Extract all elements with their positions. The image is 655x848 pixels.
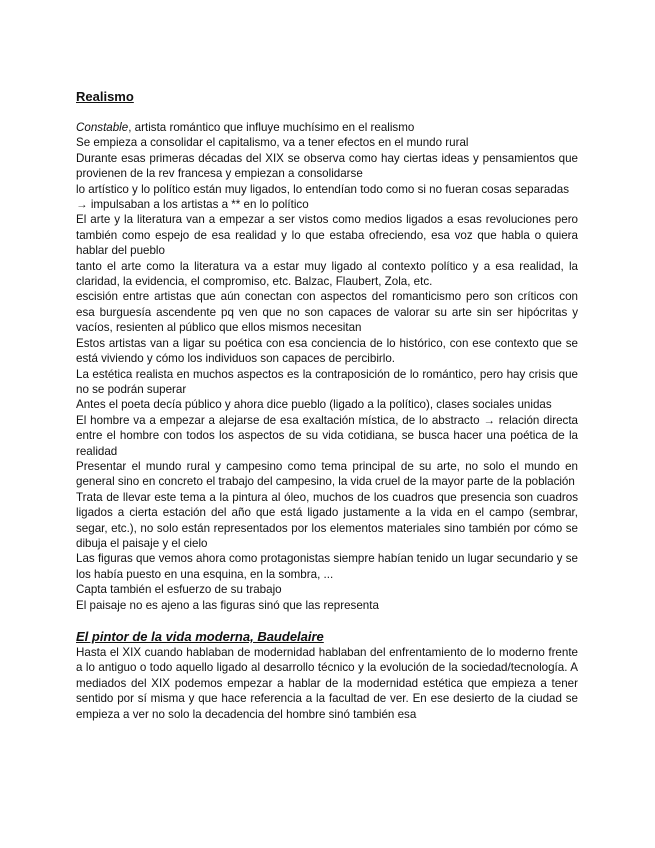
paragraph-text: , artista romántico que influye muchísimo en el realismo: [128, 121, 415, 134]
paragraph: Durante esas primeras décadas del XIX se observa como hay ciertas ideas y pensamientos que provienen de la rev francesa y empiezan a consolidarse: [76, 151, 578, 181]
paragraph: Capta también el esfuerzo de su trabajo: [76, 583, 282, 597]
paragraph: La estética realista en muchos aspectos es la contraposición de lo romántico, pero hay crisis que no se podrán superar: [76, 367, 578, 396]
section-heading-pintor-vida-moderna: El pintor de la vida moderna, Baudelaire: [76, 629, 324, 644]
paragraph: lo artístico y lo político están muy ligados, lo entendían todo como si no fueran cosas separadas → impulsaban a los artistas a ** en lo político: [76, 182, 570, 212]
section-heading-realismo: Realismo: [76, 89, 134, 104]
paragraph: El paisaje no es ajeno a las figuras sinó que las representa: [76, 598, 379, 612]
paragraph: tanto el arte como la literatura va a estar muy ligado al contexto político y a esa realidad, la claridad, la evidencia, el compromiso, etc. Balzac, Flaubert, Zola, etc.: [76, 259, 578, 289]
paragraph: Presentar el mundo rural y campesino como tema principal de su arte, no solo el mundo en general sino en concreto el trabajo del campesino, la vida cruel de la mayor parte de la población: [76, 459, 578, 489]
italic-name: Constable: [76, 121, 129, 134]
paragraph: Trata de llevar este tema a la pintura al óleo, muchos de los cuadros que presencia son cuadros ligados a cierta estación del año que está ligado justamente a la vida en el campo (sembrar, segar, etc.), no solo están representados por los elementos materiales sino también por cómo se dibuja el paisaje y el cielo: [76, 490, 578, 550]
document-body: [76, 88, 578, 722]
paragraph: [76, 120, 578, 135]
paragraph: Las figuras que vemos ahora como protagonistas siempre habían tenido un lugar secundario y se los había puesto en una esquina, en la sombra, ...: [76, 552, 578, 581]
paragraph: Estos artistas van a ligar su poética con esa conciencia de lo histórico, con ese contexto que se está viviendo y cómo los individuos son capaces de percibirlo.: [76, 336, 578, 366]
paragraph: Se empieza a consolidar el capitalismo, va a tener efectos en el mundo rural: [76, 136, 469, 150]
paragraph: escisión entre artistas que aún conectan con aspectos del romanticismo pero son críticos con esa burguesía ascendente pq ven que no son capaces de valorar su arte sin ser hipócritas y vacíos, resienten al público que ellos mismos necesitan: [76, 290, 578, 335]
paragraph: Antes el poeta decía público y ahora dice pueblo (ligado a la político), clases sociales unidas: [76, 398, 552, 412]
paragraph: Hasta el XIX cuando hablaban de modernidad hablaban del enfrentamiento de lo moderno frente a lo antiguo o todo aquello ligado al desarrollo técnico y la evolución de la sociedad/tecnología. A mediados del XIX podemos empezar a hablar de la modernidad estética que empieza a tener sentido por sí misma y que hace referencia a la facultad de ver. En ese desierto de la ciudad se empieza a ver no solo la decadencia del hombre sinó también esa: [76, 646, 578, 721]
paragraph: El hombre va a empezar a alejarse de esa exaltación mística, de lo abstracto → relación directa entre el hombre con todos los aspectos de su vida cotidiana, se busca hacer una poética de la realidad: [76, 413, 578, 458]
paragraph: El arte y la literatura van a empezar a ser vistos como medios ligados a esas revoluciones pero también como espejo de esa realidad y lo que estaba ofreciendo, esa voz que habla o quiera hablar del pueblo: [76, 213, 578, 258]
